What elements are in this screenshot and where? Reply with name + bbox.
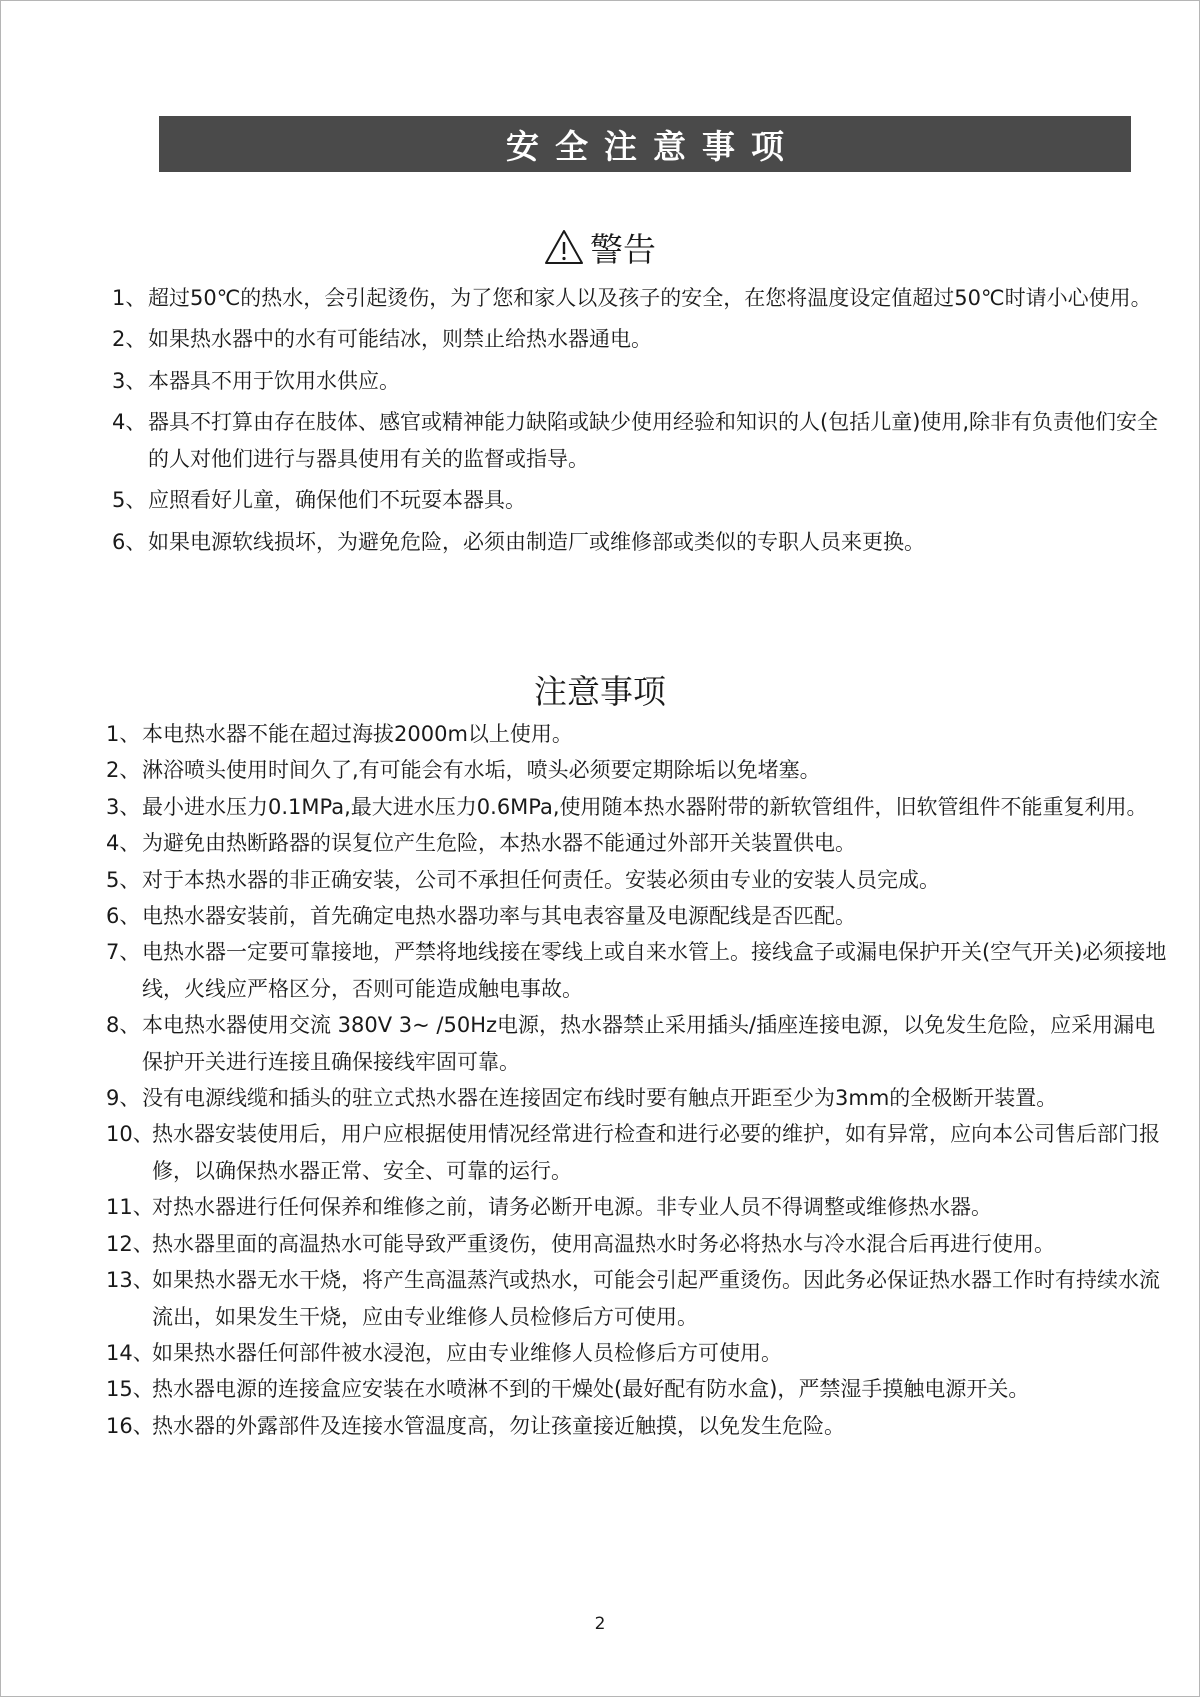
item-text: 应照看好儿童，确保他们不玩耍本器具。 [148, 488, 526, 513]
list-item [106, 934, 1176, 1007]
item-number: 4、 [112, 410, 147, 435]
list-item [106, 1007, 1176, 1080]
item-number: 5、 [112, 488, 147, 513]
item-text: 如果热水器中的水有可能结冰，则禁止给热水器通电。 [148, 327, 652, 352]
item-text: 本电热水器使用交流 380V 3~ /50Hz电源，热水器禁止采用插头/插座连接电源，以免发生危险，应采用漏电保护开关进行连接且确保接线牢固可靠。 [142, 1013, 1156, 1074]
list-item [112, 280, 1172, 316]
list-item [106, 1371, 1176, 1407]
item-text: 热水器里面的高温热水可能导致严重烫伤，使用高温热水时务必将热水与冷水混合后再进行使用。 [152, 1231, 1055, 1256]
item-number: 6、 [112, 530, 147, 555]
list-item [106, 1335, 1176, 1371]
item-text: 电热水器安装前，首先确定电热水器功率与其电表容量及电源配线是否匹配。 [142, 904, 856, 929]
item-number: 10、 [106, 1122, 154, 1147]
list-item [112, 363, 1172, 399]
item-number: 7、 [106, 940, 141, 965]
item-text: 超过50℃的热水，会引起烫伤，为了您和家人以及孩子的安全，在您将温度设定值超过50℃时请小心使用。 [148, 286, 1152, 310]
item-text: 器具不打算由存在肢体、感官或精神能力缺陷或缺少使用经验和知识的人(包括儿童)使用,除非有负责他们安全的人对他们进行与器具使用有关的监督或指导。 [148, 410, 1159, 471]
list-item [106, 1408, 1176, 1444]
list-item [112, 524, 1172, 560]
notes-heading [0, 664, 1200, 714]
list-item [106, 1262, 1176, 1335]
list-item [112, 482, 1172, 518]
item-text: 对于本热水器的非正确安装，公司不承担任何责任。安装必须由专业的安装人员完成。 [142, 867, 940, 892]
list-item [112, 404, 1172, 477]
notes-heading-text: 注意事项 [534, 671, 666, 711]
warning-heading [0, 222, 1200, 272]
list-item [106, 1189, 1176, 1225]
item-text: 对热水器进行任何保养和维修之前，请务必断开电源。非专业人员不得调整或维修热水器。 [152, 1195, 992, 1220]
item-text: 热水器电源的连接盒应安装在水喷淋不到的干燥处(最好配有防水盒)，严禁湿手摸触电源开关。 [152, 1377, 1030, 1402]
item-number: 5、 [106, 867, 141, 892]
list-item [106, 825, 1176, 861]
item-text: 本器具不用于饮用水供应。 [148, 368, 400, 393]
list-item [106, 862, 1176, 898]
section-title-bar [159, 116, 1131, 172]
list-item [106, 789, 1176, 825]
item-number: 3、 [106, 794, 141, 819]
item-number: 2、 [112, 327, 147, 352]
list-item [106, 716, 1176, 752]
item-text: 没有电源线缆和插头的驻立式热水器在连接固定布线时要有触点开距至少为3mm的全极断开装置。 [142, 1086, 1058, 1111]
item-number: 14、 [106, 1340, 154, 1365]
list-item [106, 752, 1176, 788]
list-item [106, 1226, 1176, 1262]
item-number: 2、 [106, 758, 141, 783]
item-number: 8、 [106, 1013, 141, 1038]
item-number: 9、 [106, 1086, 141, 1111]
list-item [106, 1080, 1176, 1116]
section-title: 安全注意事项 [506, 126, 800, 166]
item-text: 最小进水压力0.1MPa,最大进水压力0.6MPa,使用随本热水器附带的新软管组件，旧软管组件不能重复利用。 [142, 794, 1148, 819]
item-number: 15、 [106, 1377, 154, 1402]
page-number: 2 [594, 1614, 606, 1634]
item-number: 4、 [106, 831, 141, 856]
list-item [106, 1116, 1176, 1189]
warning-heading-text: 警告 [590, 229, 656, 269]
item-text: 淋浴喷头使用时间久了,有可能会有水垢，喷头必须要定期除垢以免堵塞。 [142, 758, 821, 783]
item-number: 13、 [106, 1268, 154, 1293]
item-number: 1、 [106, 722, 141, 746]
warning-list [112, 280, 1172, 566]
item-number: 3、 [112, 368, 147, 393]
warning-triangle-icon [544, 229, 584, 265]
item-number: 6、 [106, 904, 141, 929]
item-text: 如果热水器无水干烧，将产生高温蒸汽或热水，可能会引起严重烫伤。因此务必保证热水器工作时有持续水流流出，如果发生干烧，应由专业维修人员检修后方可使用。 [152, 1268, 1160, 1329]
item-text: 如果热水器任何部件被水浸泡，应由专业维修人员检修后方可使用。 [152, 1340, 782, 1365]
list-item [112, 321, 1172, 357]
item-number: 1、 [112, 286, 147, 310]
item-number: 16、 [106, 1413, 154, 1438]
item-text: 电热水器一定要可靠接地，严禁将地线接在零线上或自来水管上。接线盒子或漏电保护开关(空气开关)必须接地线，火线应严格区分，否则可能造成触电事故。 [142, 940, 1167, 1001]
item-text: 热水器安装使用后，用户应根据使用情况经常进行检查和进行必要的维护，如有异常，应向本公司售后部门报修，以确保热水器正常、安全、可靠的运行。 [152, 1122, 1160, 1183]
list-item [106, 898, 1176, 934]
notes-list [106, 716, 1176, 1444]
item-text: 如果电源软线损坏，为避免危险，必须由制造厂或维修部或类似的专职人员来更换。 [148, 530, 925, 555]
item-number: 12、 [106, 1231, 154, 1256]
item-text: 为避免由热断路器的误复位产生危险，本热水器不能通过外部开关装置供电。 [142, 831, 856, 856]
item-text: 本电热水器不能在超过海拔2000m以上使用。 [142, 722, 573, 746]
item-number: 11、 [106, 1195, 154, 1220]
item-text: 热水器的外露部件及连接水管温度高，勿让孩童接近触摸，以免发生危险。 [152, 1413, 845, 1438]
